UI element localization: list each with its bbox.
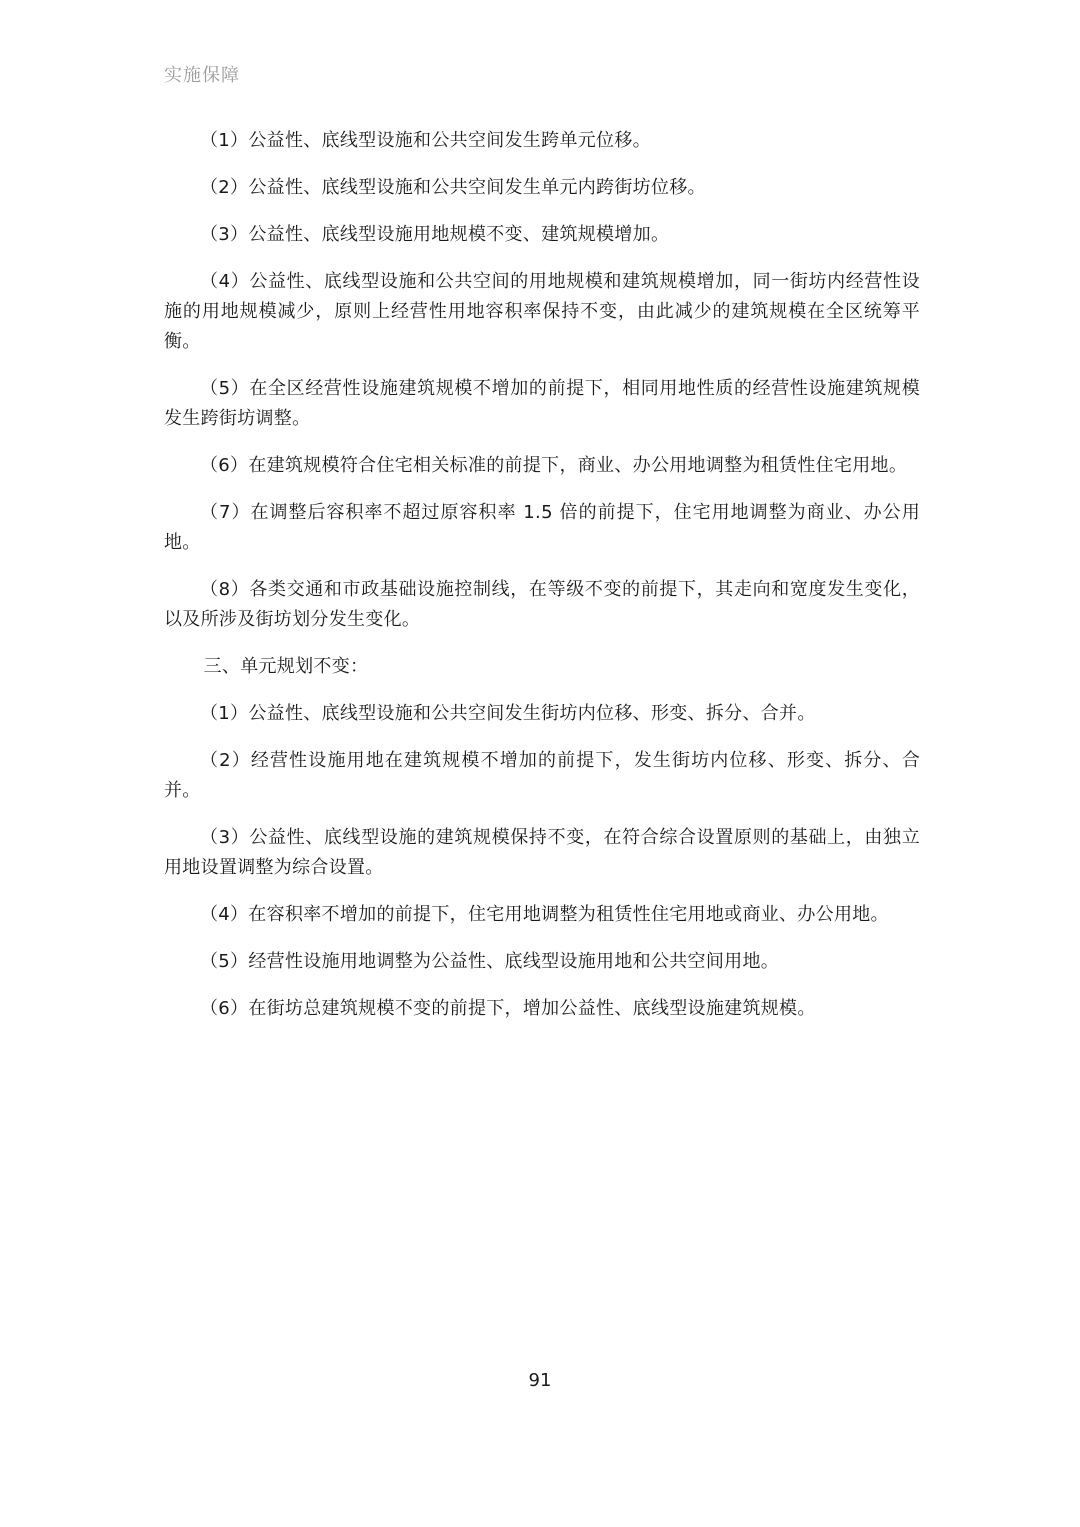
running-header: 实施保障 [164, 65, 240, 86]
paragraph-item-13: （5）经营性设施用地调整为公益性、底线型设施用地和公共空间用地。 [200, 951, 780, 972]
paragraph-item-1: （1）公益性、底线型设施和公共空间发生跨单元位移。 [200, 130, 651, 151]
paragraph-item-6: （6）在建筑规模符合住宅相关标准的前提下，商业、办公用地调整为租赁性住宅用地。 [200, 455, 908, 476]
paragraph-item-7: （7）在调整后容积率不超过原容积率 1.5 倍的前提下，住宅用地调整为商业、办公用地。 [164, 502, 920, 553]
paragraph-item-10: （2）经营性设施用地在建筑规模不增加的前提下，发生街坊内位移、形变、拆分、合并。 [164, 750, 920, 801]
paragraph-item-3: （3）公益性、底线型设施用地规模不变、建筑规模增加。 [200, 224, 670, 245]
paragraph-item-2: （2）公益性、底线型设施和公共空间发生单元内跨街坊位移。 [200, 177, 706, 198]
paragraph-item-12: （4）在容积率不增加的前提下，住宅用地调整为租赁性住宅用地或商业、办公用地。 [200, 904, 889, 925]
page-number: 91 [528, 1370, 552, 1391]
paragraph-item-4: （4）公益性、底线型设施和公共空间的用地规模和建筑规模增加，同一街坊内经营性设施的用地规模减少，原则上经营性用地容积率保持不变，由此减少的建筑规模在全区统筹平衡。 [164, 271, 920, 352]
paragraph-item-14: （6）在街坊总建筑规模不变的前提下，增加公益性、底线型设施建筑规模。 [200, 998, 816, 1019]
paragraph-item-5: （5）在全区经营性设施建筑规模不增加的前提下，相同用地性质的经营性设施建筑规模发生跨街坊调整。 [164, 378, 920, 429]
paragraph-item-11: （3）公益性、底线型设施的建筑规模保持不变，在符合综合设置原则的基础上，由独立用地设置调整为综合设置。 [164, 827, 920, 878]
paragraph-item-9: （1）公益性、底线型设施和公共空间发生街坊内位移、形变、拆分、合并。 [200, 703, 816, 724]
paragraph-item-8: （8）各类交通和市政基础设施控制线，在等级不变的前提下，其走向和宽度发生变化，以及所涉及街坊划分发生变化。 [164, 579, 920, 630]
section-heading: 三、单元规划不变： [203, 656, 369, 677]
document-body [164, 126, 920, 1041]
